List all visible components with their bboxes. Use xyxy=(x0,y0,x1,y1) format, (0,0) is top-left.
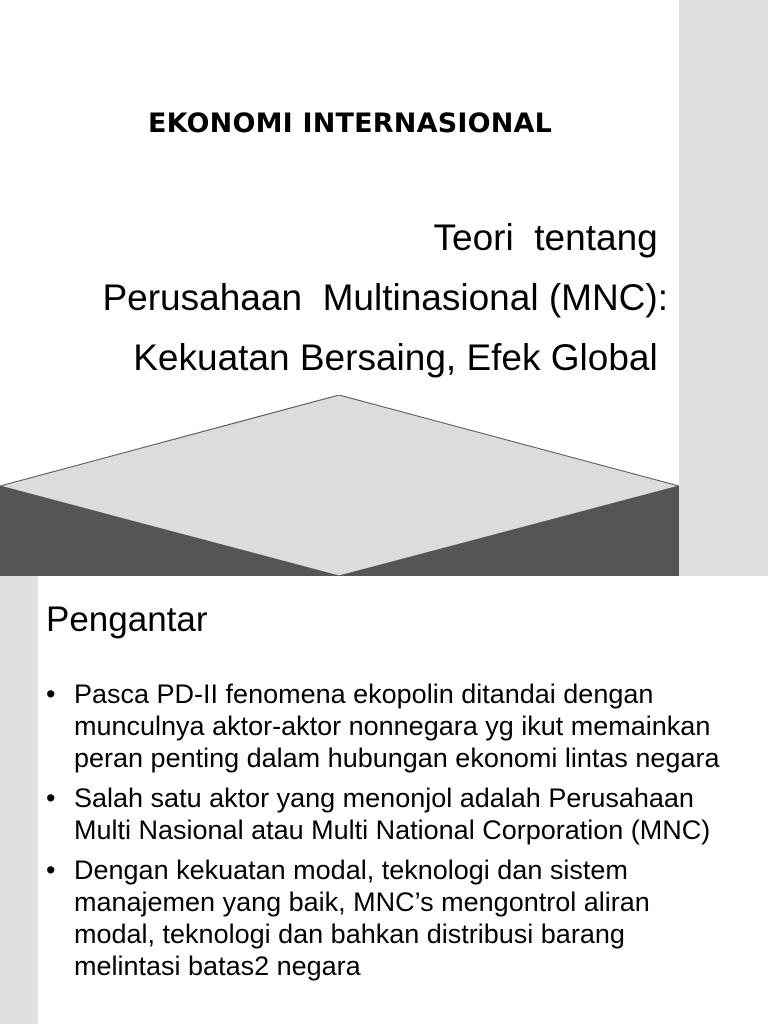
bullet-icon: • xyxy=(46,679,56,709)
slide-heading: Pengantar xyxy=(46,600,208,639)
bullet-item xyxy=(46,782,736,846)
bullet-icon: • xyxy=(46,855,56,885)
bullet-list xyxy=(46,678,736,990)
bullet-icon: • xyxy=(46,783,56,813)
side-strip xyxy=(679,0,768,576)
content-slide xyxy=(0,576,768,1024)
bullet-text: Pasca PD-II fenomena ekopolin ditandai dengan munculnya aktor-aktor nonnegara yg ikut memainkan peran penting dalam hubungan ekonomi lintas negara xyxy=(74,679,720,773)
slide-title: EKONOMI INTERNASIONAL xyxy=(147,108,553,139)
diamond-shape xyxy=(0,395,679,576)
bullet-item xyxy=(46,678,736,774)
bullet-text: Dengan kekuatan modal, teknologi dan sistem manajemen yang baik, MNC’s mengontrol aliran modal, teknologi dan bahkan distribusi barang melintasi batas2 negara xyxy=(74,855,650,981)
side-strip xyxy=(0,576,38,1024)
slide-subtitle: Teori tentang Perusahaan Multinasional (MNC): Kekuatan Bersaing, Efek Global xyxy=(102,217,668,378)
bullet-item xyxy=(46,854,736,982)
bullet-text: Salah satu aktor yang menonjol adalah Perusahaan Multi Nasional atau Multi National Corporation (MNC) xyxy=(74,783,711,845)
